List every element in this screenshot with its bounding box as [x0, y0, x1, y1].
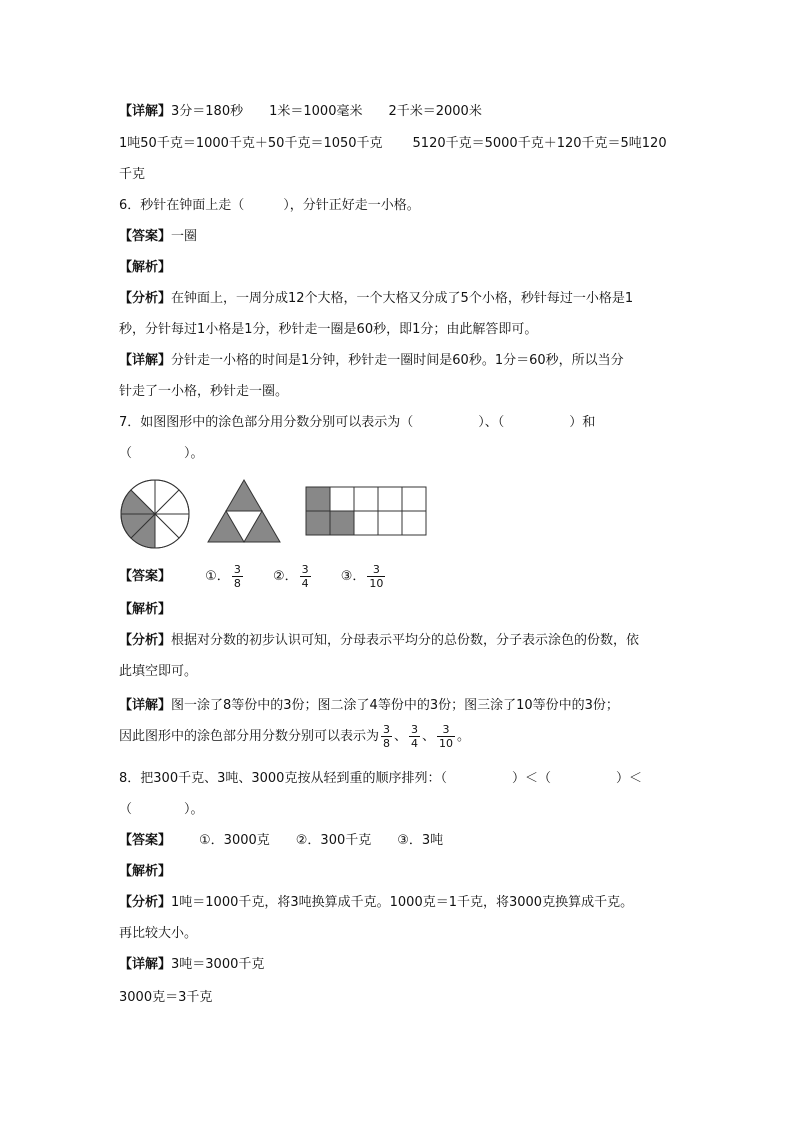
q7-xiangjie-2 — [119, 722, 470, 752]
q6-xiangjie-2 — [119, 383, 288, 401]
q8-last-text: 3000克＝3千克 — [119, 990, 213, 1005]
q7-fenxi-2 — [119, 663, 197, 681]
fenxi-tag: 【分析】 — [119, 895, 172, 910]
fraction-denominator: 10 — [439, 737, 454, 750]
q8-last-line — [119, 989, 212, 1007]
fraction-denominator: 8 — [383, 737, 391, 750]
rectangle-grid-figure — [305, 486, 429, 536]
q8-fenxi-text-1: 1吨＝1000千克，将3吨换算成千克。1000克＝1千克，将3000克换算成千克。 — [171, 895, 634, 910]
fraction-denominator: 4 — [301, 577, 309, 590]
q8-fenxi-text-2: 再比较大小。 — [119, 926, 198, 941]
q6-fenxi-text-1: 在钟面上，一周分成12个大格，一个大格又分成了5个小格，秒针每过一小格是1 — [171, 291, 634, 306]
q7-xiangjie-text-2: 因此图形中的涂色部分用分数分别可以表示为 — [119, 729, 380, 744]
conversion-1: 3分＝180秒 — [171, 104, 244, 119]
q8-answer-1: ①．3000克 — [199, 833, 270, 848]
conversion-5: 5120千克＝5000千克＋120千克＝5吨120 — [412, 136, 667, 151]
circle-figure — [118, 477, 192, 551]
question-6-text: 6．秒针在钟面上走（ ），分针正好走一小格。 — [119, 198, 420, 213]
grid-cell — [354, 487, 378, 511]
answer-fraction-1 — [232, 563, 243, 590]
separator: 、 — [422, 729, 436, 744]
question-6 — [119, 197, 420, 215]
period: 。 — [457, 729, 471, 744]
q6-xiangjie-1 — [119, 352, 624, 370]
detail-tag: 【详解】 — [119, 698, 172, 713]
conversion-3: 2千米＝2000米 — [388, 104, 482, 119]
q6-fenxi-text-2: 秒，分针每过1小格是1分，秒针走一圈是60秒，即1分；由此解答即可。 — [119, 322, 538, 337]
q6-xiangjie-text-2: 针走了一小格，秒针走一圈。 — [119, 384, 289, 399]
q6-fenxi-2 — [119, 321, 537, 339]
separator: 、 — [394, 729, 408, 744]
q8-answer-2: ②．300千克 — [295, 833, 372, 848]
answer-fraction-2 — [300, 563, 311, 590]
grid-cell — [306, 487, 330, 511]
question-7-line-1 — [119, 414, 595, 432]
fenxi-tag: 【分析】 — [119, 633, 172, 648]
q6-answer-text: 一圈 — [171, 229, 198, 244]
question-7-text-1: 7．如图图形中的涂色部分用分数分别可以表示为（ ）、（ ）和 — [119, 415, 596, 430]
answer-tag: 【答案】 — [119, 229, 172, 244]
q8-answer-3: ③．3吨 — [397, 833, 444, 848]
fraction-denominator: 4 — [411, 737, 419, 750]
conversion-2: 1米＝1000毫米 — [269, 104, 363, 119]
q8-xiangjie-text: 3吨＝3000千克 — [171, 957, 265, 972]
detail-tag: 【详解】 — [119, 104, 172, 119]
question-7-line-2 — [119, 445, 204, 463]
answer-fraction-3 — [367, 563, 385, 590]
fraction-denominator: 8 — [233, 577, 241, 590]
question-8-text-1: 8．把300千克、3吨、3000克按从轻到重的顺序排列：（ ）＜（ ）＜ — [119, 771, 642, 786]
q7-fenxi-1 — [119, 632, 639, 650]
grid-cell — [306, 511, 330, 535]
question-8-line-2 — [119, 801, 204, 819]
q6-answer — [119, 228, 197, 246]
detail-fraction-3 — [437, 723, 455, 750]
q8-fenxi-1 — [119, 894, 633, 912]
detail-fraction-2 — [409, 723, 420, 750]
grid-cell — [402, 487, 426, 511]
answer-item-2-label: ②． — [272, 569, 298, 584]
q8-fenxi-2 — [119, 925, 197, 943]
jiexi-tag: 【解析】 — [119, 602, 172, 617]
conversion-4: 1吨50千克＝1000千克＋50千克＝1050千克 — [119, 136, 383, 151]
detail-tag: 【详解】 — [119, 353, 172, 368]
question-8-line-1 — [119, 770, 642, 788]
answer-tag: 【答案】 — [119, 569, 172, 584]
grid-cell — [330, 511, 354, 535]
answer-item-1-label: ①． — [205, 569, 230, 584]
conversion-line-2 — [119, 135, 667, 153]
q7-xiangjie-text-1: 图一涂了8等份中的3份；图二涂了4等份中的3份；图三涂了10等份中的3份； — [171, 698, 619, 713]
fraction-numerator: 3 — [411, 723, 419, 736]
grid-cell — [378, 487, 402, 511]
question-7-text-2: （ ）。 — [119, 446, 204, 461]
detail-tag: 【详解】 — [119, 957, 172, 972]
answer-item-3-label: ③． — [340, 569, 366, 584]
detail-fraction-1 — [381, 723, 392, 750]
q8-answer — [119, 832, 443, 850]
grid-cell — [402, 511, 426, 535]
fraction-numerator: 3 — [301, 563, 309, 576]
fraction-numerator: 3 — [372, 563, 380, 576]
q8-xiangjie — [119, 956, 264, 974]
fraction-denominator: 10 — [369, 577, 384, 590]
grid-cell — [378, 511, 402, 535]
jiexi-tag: 【解析】 — [119, 864, 172, 879]
q7-answer — [119, 562, 387, 592]
grid-cell — [330, 487, 354, 511]
answer-tag: 【答案】 — [119, 833, 172, 848]
question-8-text-2: （ ）。 — [119, 802, 204, 817]
fraction-numerator: 3 — [383, 723, 391, 736]
q7-xiangjie-1 — [119, 697, 619, 715]
fenxi-tag: 【分析】 — [119, 291, 172, 306]
q6-fenxi-1 — [119, 290, 633, 308]
jiexi-tag: 【解析】 — [119, 260, 172, 275]
q7-fenxi-text-2: 此填空即可。 — [119, 664, 198, 679]
q7-fenxi-text-1: 根据对分数的初步认识可知，分母表示平均分的总份数，分子表示涂色的份数，依 — [171, 633, 640, 648]
q6-xiangjie-text-1: 分针走一小格的时间是1分钟，秒针走一圈时间是60秒。1分＝60秒，所以当分 — [171, 353, 624, 368]
fraction-numerator: 3 — [442, 723, 450, 736]
q6-jiexi — [119, 259, 171, 277]
q8-jiexi — [119, 863, 171, 881]
triangle-figure — [206, 478, 282, 544]
fraction-numerator: 3 — [233, 563, 241, 576]
conversion-line-3 — [119, 166, 145, 184]
grid-cell — [354, 511, 378, 535]
q7-jiexi — [119, 601, 171, 619]
detail-line-conversions — [119, 103, 482, 121]
conversion-5-cont: 千克 — [119, 167, 146, 182]
